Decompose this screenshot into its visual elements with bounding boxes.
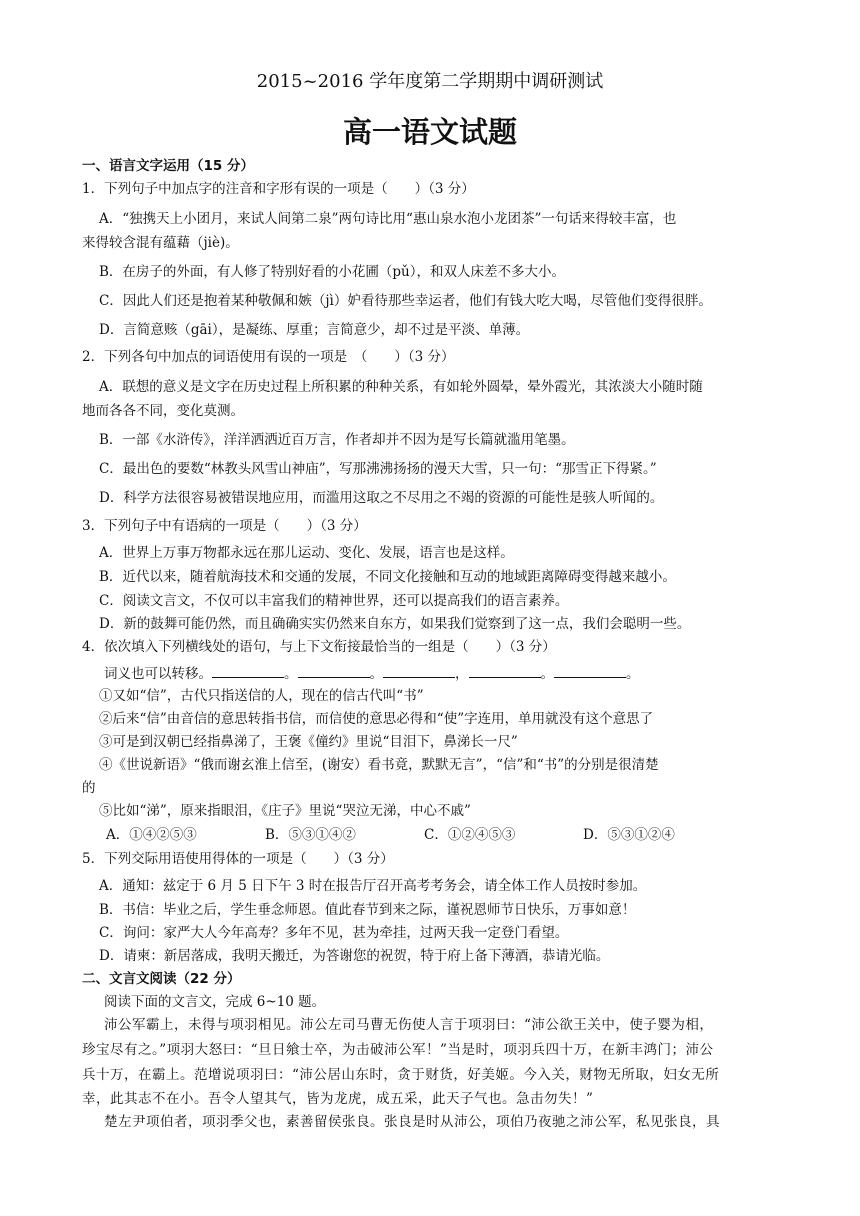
- q2-option-a-line1: A．联想的意义是文字在历史过程上所积累的种种关系，有如轮外圆晕，晕外霞光，其浓淡大小随时随: [99, 379, 703, 395]
- q2-option-a-line2: 地而各各不同，变化莫测。: [82, 403, 244, 419]
- q4-blank-5: [554, 663, 626, 678]
- q5-option-a: A．通知：兹定于 6 月 5 日下午 3 时在报告厅召开高考考务会，请全体工作人员按时参加。: [99, 878, 647, 894]
- q2-option-c: C．最出色的要数“林教头风雪山神庙”，写那沸沸扬扬的漫天大雪，只一句：“那雪正下得紧。”: [99, 461, 657, 477]
- passage-p1-line4: 幸，此其志不在小。吾令人望其气，皆为龙虎，成五采，此天子气也。急击勿失！”: [82, 1091, 594, 1107]
- q4-lead-text: 词义也可以转移。: [104, 666, 212, 682]
- exam-subject-title: 高一语文试题: [342, 115, 517, 149]
- q4-stem: 4．依次填入下列横线处的语句，与上下文衔接最恰当的一组是（ ）（3 分）: [82, 639, 556, 655]
- passage-p1-line3: 兵十万，在霸上。范增说项羽曰：“沛公居山东时，贪于财货，好美姬。今入关，财物无所取，妇女无所: [82, 1067, 720, 1083]
- q4-sentence-3: ③可是到汉朝已经指鼻涕了，王褒《僮约》里说“目泪下，鼻涕长一尺”: [99, 734, 518, 750]
- q5-stem: 5．下列交际用语使用得体的一项是（ ）（3 分）: [82, 851, 394, 867]
- q1-option-d: D．言简意赅（gāi），是凝练、厚重；言简意少，却不过是平淡、单薄。: [99, 322, 530, 338]
- q2-option-b: B．一部《水浒传》，洋洋洒洒近百万言，作者却并不因为是写长篇就滥用笔墨。: [99, 432, 575, 448]
- q4-choice-c: C．①②④⑤③: [424, 827, 516, 843]
- q4-blank-3: [383, 663, 455, 678]
- q4-sentence-2: ②后来“信”由音信的意思转指书信，而信使的意思必得和“使”字连用，单用就没有这个意思了: [99, 711, 654, 727]
- q4-choices: [106, 825, 742, 845]
- section2-instruction: 阅读下面的文言文，完成 6~10 题。: [104, 994, 326, 1010]
- q5-option-c: C．询问：家严大人今年高寿？多年不见，甚为牵挂，过两天我一定登门看望。: [99, 925, 569, 941]
- q3-option-c: C．阅读文言文，不仅可以丰富我们的精神世界，还可以提高我们的语言素养。: [99, 593, 569, 609]
- q4-lead-with-blanks: 词义也可以转移。 。 。 ， 。 。: [104, 663, 640, 684]
- q3-stem: 3．下列句子中有语病的一项是（ ）（3 分）: [82, 518, 367, 534]
- q1-option-c: C．因此人们还是抱着某种敬佩和嫉（jì）妒看待那些幸运者，他们有钱大吃大喝，尽管他们变得很胖。: [99, 293, 712, 309]
- q5-option-b: B．书信：毕业之后，学生垂念师恩。值此春节到来之际，谨祝恩师节日快乐，万事如意！: [99, 902, 636, 918]
- q4-choice-d: D．⑤③①②④: [583, 827, 675, 843]
- passage-p1-line1: 沛公军霸上，未得与项羽相见。沛公左司马曹无伤使人言于项羽曰：“沛公欲王关中，使子婴为相，: [104, 1017, 714, 1033]
- section1-heading: 一、语言文字运用（15 分）: [82, 158, 254, 174]
- q4-sentence-4-line1: ④《世说新语》“俄而谢玄淮上信至，(谢安）看书竟，默默无言”，“信”和“书”的分别是很清楚: [99, 757, 659, 773]
- q4-blank-2: [298, 663, 370, 678]
- q1-option-a-line1: A．“独携天上小团月，来试人间第二泉”两句诗比用“惠山泉水泡小龙团茶”一句话来得较丰富，也: [99, 211, 677, 227]
- q1-option-b: B．在房子的外面，有人修了特别好看的小花圃（pǔ），和双人床差不多大小。: [99, 264, 566, 280]
- passage-p1-line2: 珍宝尽有之。”项羽大怒曰：“旦日飨士卒，为击破沛公军！”当是时，项羽兵四十万，在新丰鸿门；沛公: [82, 1042, 714, 1058]
- passage-p2-line1: 楚左尹项伯者，项羽季父也，素善留侯张良。张良是时从沛公，项伯乃夜驰之沛公军，私见张良，具: [104, 1114, 720, 1130]
- q4-sentence-1: ①又如“信”，古代只指送信的人，现在的信古代叫“书”: [99, 688, 424, 704]
- q1-stem: 1．下列句子中加点字的注音和字形有误的一项是（ ）（3 分）: [82, 181, 475, 197]
- q4-sentence-4-line2: 的: [82, 780, 96, 796]
- q4-sentence-5: ⑤比如“涕”，原来指眼泪，《庄子》里说“哭泣无涕，中心不戚”: [99, 803, 471, 819]
- q2-stem: 2．下列各句中加点的词语使用有误的一项是 （ ）（3 分）: [82, 349, 455, 365]
- q3-option-d: D．新的鼓舞可能仍然，而且确确实实仍然来自东方，如果我们觉察到了这一点，我们会聪明一些。: [99, 616, 691, 632]
- q5-option-d: D．请柬：新居落成，我明天搬迁，为答谢您的祝贺，特于府上备下薄酒，恭请光临。: [99, 948, 610, 964]
- q3-option-b: B．近代以来，随着航海技术和交通的发展，不同文化接触和互动的地域距离障碍变得越来越小。: [99, 569, 676, 585]
- section2-heading: 二、文言文阅读（22 分）: [82, 971, 241, 987]
- q3-option-a: A．世界上万事万物都永远在那儿运动、变化、发展，语言也是这样。: [99, 545, 514, 561]
- q4-choice-b: B．⑤③①④②: [265, 827, 356, 843]
- q4-blank-1: [212, 663, 284, 678]
- q2-option-d: D．科学方法很容易被错误地应用，而滥用这取之不尽用之不竭的资源的可能性是骇人听闻的。: [99, 490, 664, 506]
- q4-choice-a: A．①④②⑤③: [106, 827, 197, 843]
- exam-title: 2015~2016 学年度第二学期期中调研测试: [256, 71, 604, 92]
- q4-blank-4: [469, 663, 541, 678]
- q1-option-a-line2: 来得较含混有蕴藉（jiè)。: [82, 235, 239, 251]
